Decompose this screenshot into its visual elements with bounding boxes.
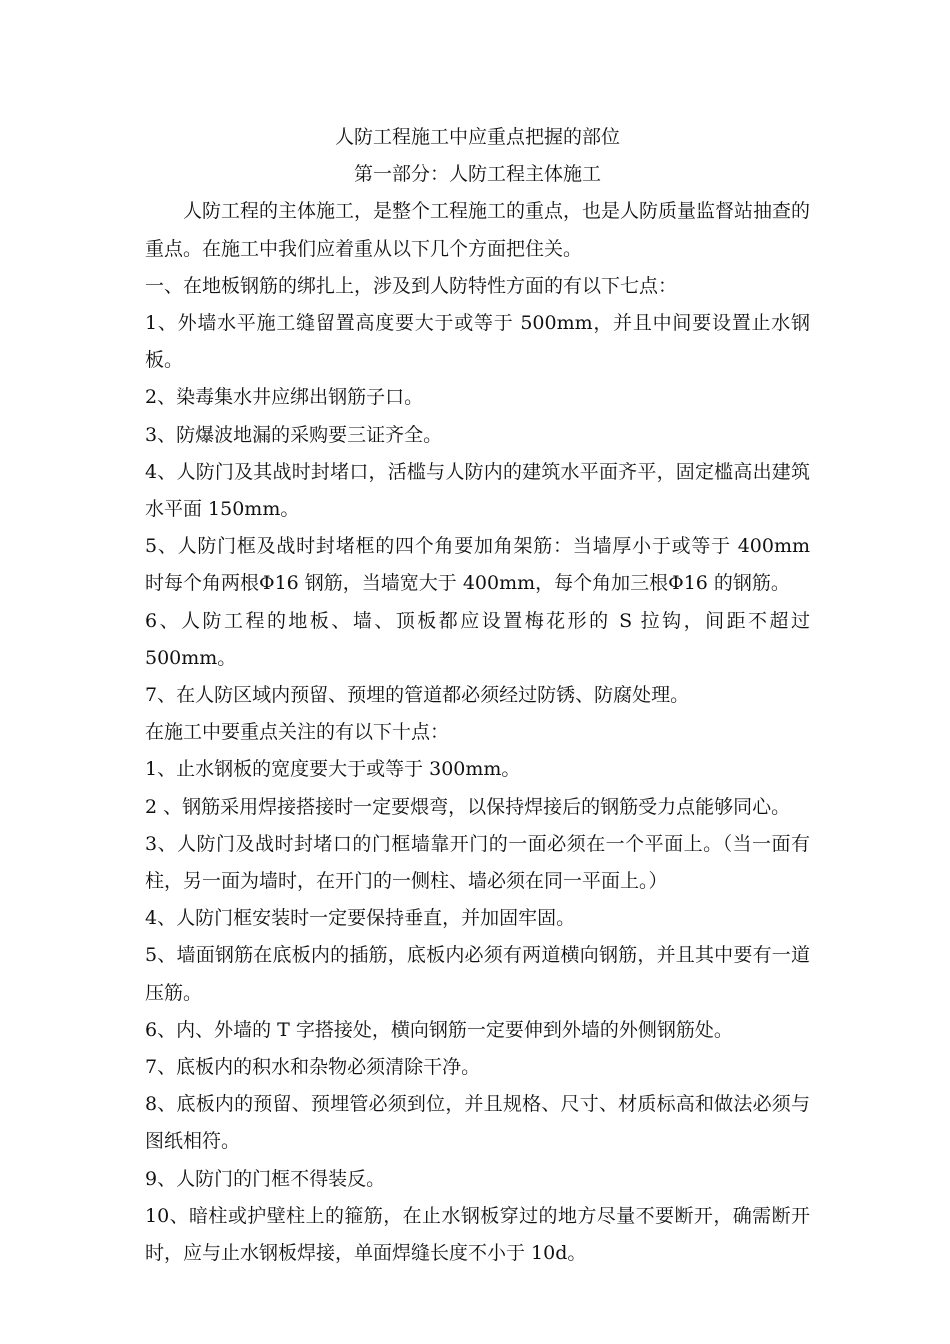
section1-item: 7、在人防区域内预留、预埋的管道都必须经过防锈、防腐处理。 (145, 684, 690, 707)
section2-item: 9、人防门的门框不得装反。 (145, 1167, 386, 1190)
section1-item: 4、人防门及其战时封堵口，活槛与人防内的建筑水平面齐平，固定槛高出建筑水平面 150mm。 (145, 460, 810, 521)
document-body (145, 119, 810, 1272)
section2-heading: 在施工中要重点关注的有以下十点： (145, 721, 450, 744)
intro-paragraph: 人防工程的主体施工，是整个工程施工的重点，也是人防质量监督站抽查的重点。在施工中我们应着重从以下几个方面把住关。 (145, 200, 811, 260)
section2-item: 6、内、外墙的 T 字搭接处，横向钢筋一定要伸到外墙的外侧钢筋处。 (145, 1018, 733, 1041)
section1-item: 1、外墙水平施工缝留置高度要大于或等于 500mm，并且中间要设置止水钢板。 (145, 312, 810, 372)
section1-item: 2、染毒集水井应绑出钢筋子口。 (145, 386, 424, 409)
section2-item: 10、暗柱或护壁柱上的箍筋，在止水钢板穿过的地方尽量不要断开，确需断开时，应与止水钢板焊接，单面焊缝长度不小于 10d。 (145, 1204, 810, 1265)
section2-item: 4、人防门框安装时一定要保持垂直，并加固牢固。 (145, 907, 576, 930)
section1-item: 5、人防门框及战时封堵框的四个角要加角架筋：当墙厚小于或等于 400mm 时每个角两根Φ16 钢筋，当墙宽大于 400mm，每个角加三根Φ16 的钢筋。 (145, 535, 810, 595)
section1-item: 6、人防工程的地板、墙、顶板都应设置梅花形的 S 拉钩，间距不超过 500mm。 (145, 609, 810, 669)
document-subtitle: 第一部分：人防工程主体施工 (353, 163, 601, 186)
section2-item: 5、墙面钢筋在底板内的插筋，底板内必须有两道横向钢筋，并且其中要有一道压筋。 (145, 944, 810, 1004)
section2-item: 8、底板内的预留、预埋管必须到位，并且规格、尺寸、材质标高和做法必须与图纸相符。 (145, 1093, 810, 1153)
section1-heading: 一、在地板钢筋的绑扎上，涉及到人防特性方面的有以下七点： (145, 274, 678, 297)
section2-item: 3、人防门及战时封堵口的门框墙靠开门的一面必须在一个平面上。（当一面有柱，另一面为墙时，在开门的一侧柱、墙必须在同一平面上。） (145, 832, 810, 893)
section2-item: 7、底板内的积水和杂物必须清除干净。 (145, 1056, 481, 1079)
document-title: 人防工程施工中应重点把握的部位 (334, 126, 620, 148)
section1-item: 3、防爆波地漏的采购要三证齐全。 (145, 423, 443, 446)
section2-item: 2 、钢筋采用焊接搭接时一定要煨弯，以保持焊接后的钢筋受力点能够同心。 (145, 795, 791, 818)
section2-item: 1、止水钢板的宽度要大于或等于 300mm。 (145, 758, 521, 781)
